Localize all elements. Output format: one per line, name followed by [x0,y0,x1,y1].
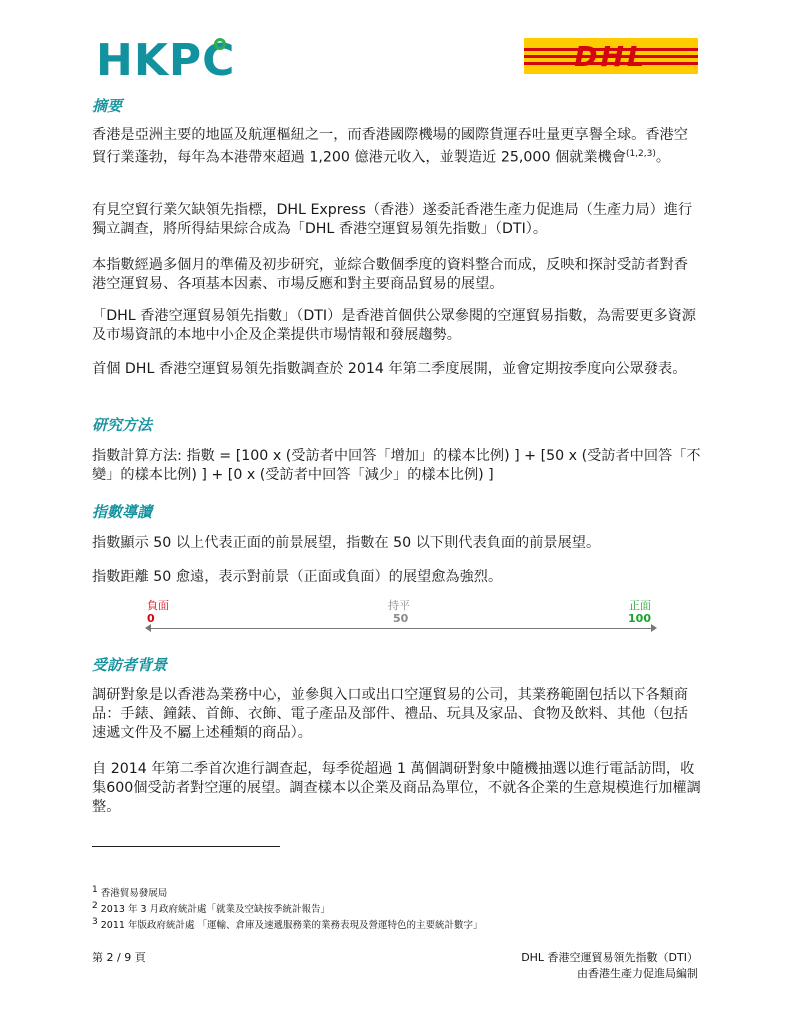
arrow-right-icon [651,624,657,632]
hkpc-logo-mark-icon [214,38,226,50]
method-paragraph: 指數計算方法: 指數 = [100 x (受訪者中回答「增加」的樣本比例) ] + [50 x (受訪者中回答「不變」的樣本比例) ] + [0 x (受訪者中回答「減少」的樣本比例) ] [92,448,701,483]
hkpc-logo-text: HKPC [96,35,236,86]
footnote-divider [92,846,280,847]
guide-paragraph-1: 指數顯示 50 以上代表正面的前景展望，指數在 50 以下則代表負面的前景展望。 [92,535,601,551]
scale-neutral-value: 50 [393,612,409,625]
dhl-logo-text: DHL [574,40,648,73]
summary-paragraph-2: 有見空貿行業欠缺領先指標，DHL Express（香港）遂委託香港生產力促進局（生產力局）進行獨立調查，將所得結果綜合成為「DHL 香港空運貿易領先指數」（DTI）。 [92,202,693,237]
scale-neutral-label: 持平 [388,599,410,612]
summary-paragraph-1-tail: 。 [655,149,671,166]
respondents-heading: 受訪者背景 [92,656,168,674]
hkpc-logo [96,35,236,86]
footnote-2 [92,901,330,915]
summary-paragraph-1-text: 香港是亞洲主要的地區及航運樞紐之一，而香港國際機場的國際貨運吞吐量更享譽全球。香港空貿行業蓬勃，每年為本港帶來超過 1,200 億港元收入，並製造近 25,000 個就業機會 [92,127,688,166]
summary-heading: 摘要 [92,97,123,115]
summary-paragraph-5: 首個 DHL 香港空運貿易領先指數調查於 2014 年第二季度展開，並會定期按季度向公眾發表。 [92,361,687,377]
scale-positive-value: 100 [628,612,651,625]
method-heading: 研究方法 [92,416,153,434]
dhl-logo [524,38,698,74]
footnote-number: 3 [92,917,98,927]
index-scale [145,597,657,637]
page-number: 第 2 / 9 頁 [92,951,146,964]
footnote-3 [92,917,482,931]
scale-negative-label: 負面 [147,599,169,612]
footer-compiled-by: 由香港生產力促進局編制 [577,967,698,980]
summary-paragraph-1 [92,126,702,168]
footnote-number: 1 [92,885,98,895]
footer-title: DHL 香港空運貿易領先指數（DTI） [521,951,698,964]
footnote-number: 2 [92,901,98,911]
scale-negative-value: 0 [147,612,155,625]
arrow-left-icon [145,624,151,632]
respondents-paragraph-1: 調研對象是以香港為業務中心，並參與入口或出口空運貿易的公司，其業務範圍包括以下各類商品：手錶、鐘錶、首飾、衣飾、電子產品及部件、禮品、玩具及家品、食物及飲料、其他（包括速遞文件及不屬上述種類的商品）。 [92,687,688,741]
scale-positive-label: 正面 [629,599,651,612]
footnote-text: 香港貿易發展局 [100,888,168,900]
footnote-text: 2011 年版政府統計處 「運輸、倉庫及速遞服務業的業務表現及營運特色的主要統計數字」 [100,920,483,932]
summary-paragraph-4: 「DHL 香港空運貿易領先指數」（DTI）是香港首個供公眾參閱的空運貿易指數，為需要更多資源及市場資訊的本地中小企及企業提供市場情報和發展趨勢。 [92,308,696,343]
footnote-1 [92,885,167,899]
guide-heading: 指數導讀 [92,503,153,521]
scale-axis-line [147,628,655,629]
footnote-text: 2013 年 3 月政府統計處「就業及空缺按季統計報告」 [100,904,331,916]
footnote-reference: (1,2,3) [625,149,656,159]
guide-paragraph-2: 指數距離 50 愈遠，表示對前景（正面或負面）的展望愈為強烈。 [92,569,503,585]
summary-paragraph-3: 本指數經過多個月的準備及初步研究，並綜合數個季度的資料整合而成，反映和探討受訪者對香港空運貿易、各項基本因素、市場反應和對主要商品貿易的展望。 [92,257,688,292]
respondents-paragraph-2: 自 2014 年第二季首次進行調查起，每季從超過 1 萬個調研對象中隨機抽選以進行電話訪問，收集600個受訪者對空運的展望。調查樣本以企業及商品為單位，不就各企業的生意規模進行加權調整。 [92,761,701,815]
